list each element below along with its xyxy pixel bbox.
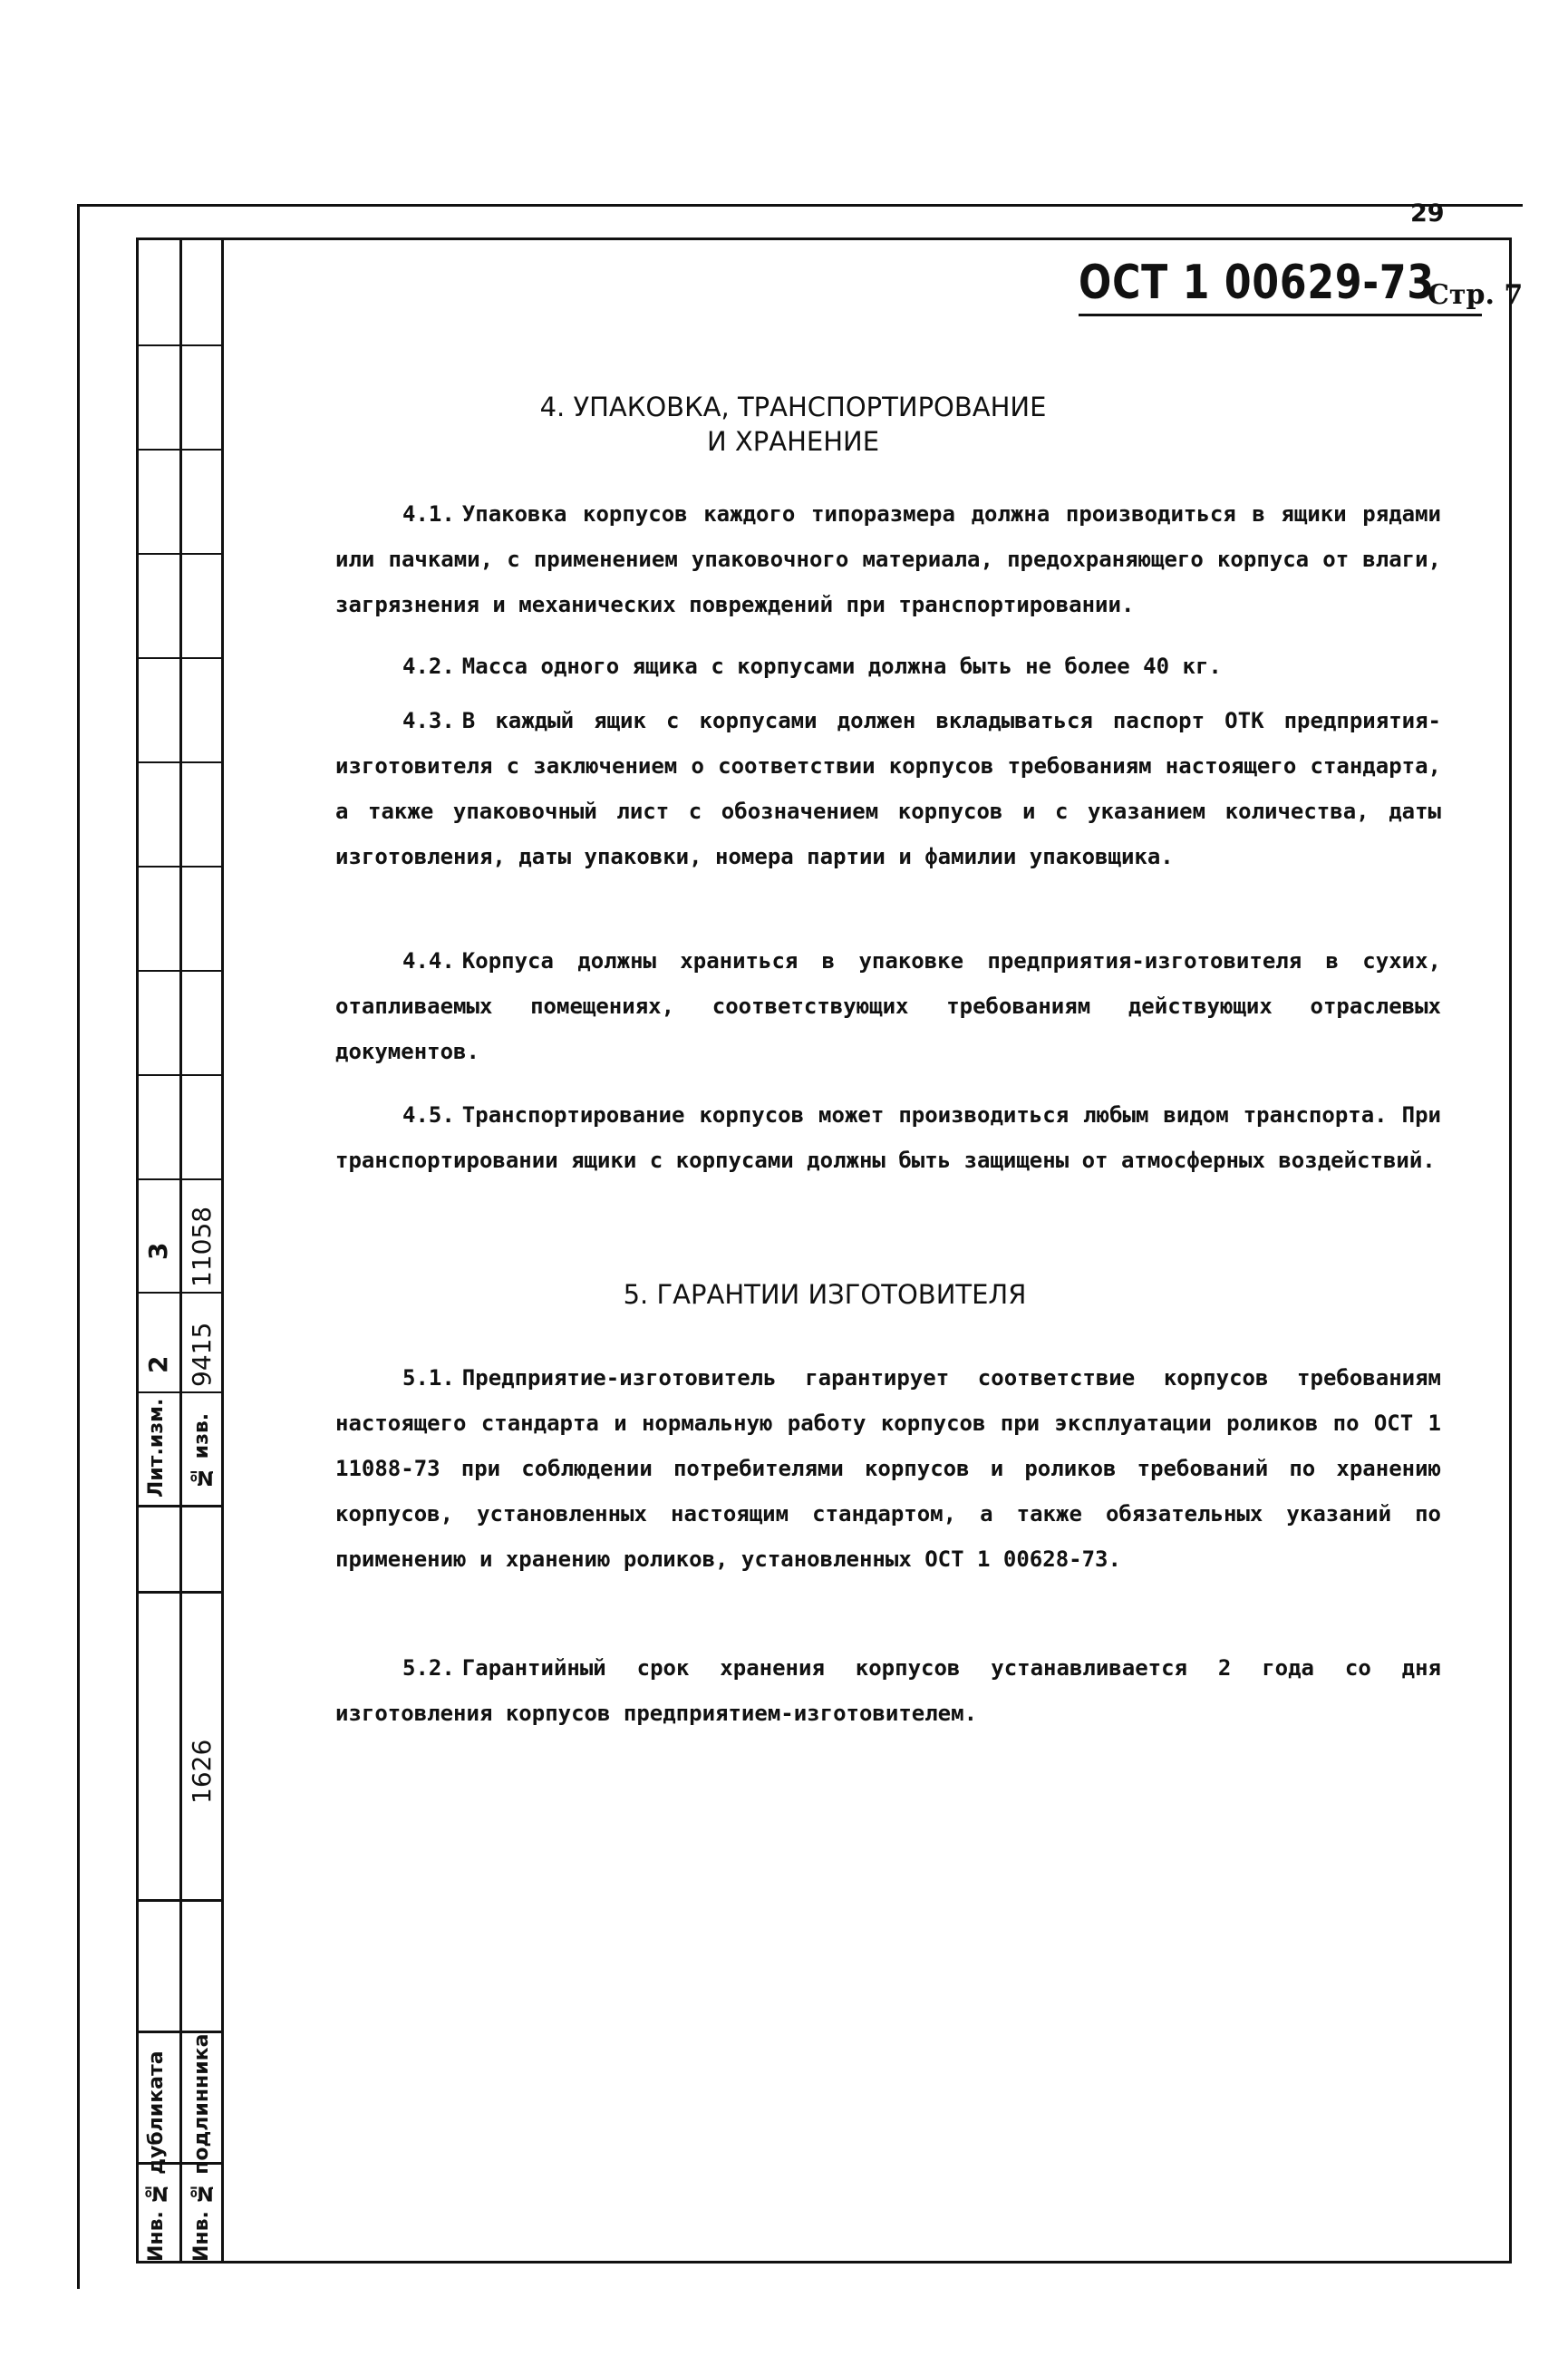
- paragraph-text: Гарантийный срок хранения корпусов устанавливается 2 года со дня изготовления корпусов предприятием-изготовителем.: [335, 1655, 1441, 1726]
- paragraph-number: 4.1.: [402, 501, 455, 527]
- page-number: 29: [1410, 199, 1445, 228]
- stamp-row-line: [136, 1292, 223, 1294]
- frame-outer-left-line: [77, 204, 80, 2289]
- paragraph-text: Транспортирование корпусов может производиться любым видом транспорта. При транспортировании ящики с корпусами должны быть защищены от атмосферных воздействий.: [335, 1102, 1441, 1173]
- paragraph-4-5: [335, 1092, 1441, 1183]
- stamp-izv-value-11058: 11058: [187, 1206, 217, 1287]
- stamp-row-line: [136, 1505, 223, 1507]
- stamp-inv-dubl-label: Инв. № дубликата: [145, 2050, 168, 2262]
- frame-inner-top-line: [136, 238, 1512, 240]
- paragraph-text: Упаковка корпусов каждого типоразмера должна производиться в ящики рядами или пачками, с применением упаковочного материала, предохраняющего корпуса от влаги, загрязнения и механических повреждений при транспортировании.: [335, 501, 1441, 617]
- stamp-row-line: [136, 761, 223, 763]
- section-5-heading: 5. ГАРАНТИИ ИЗГОТОВИТЕЛЯ: [623, 1279, 1027, 1310]
- stamp-row-line: [136, 1178, 223, 1180]
- paragraph-number: 4.5.: [402, 1102, 455, 1128]
- stamp-row-line: [136, 449, 223, 451]
- stamp-row-line: [136, 344, 223, 346]
- paragraph-number: 5.2.: [402, 1655, 455, 1681]
- stamp-row-line: [136, 1591, 223, 1594]
- frame-bottom-line: [136, 2261, 1512, 2264]
- stamp-izv-value-9415: 9415: [187, 1322, 217, 1387]
- stamp-row-line: [136, 1074, 223, 1076]
- stamp-lit-value-3: 3: [143, 1242, 173, 1260]
- stamp-inv-podl-label: Инв. № подлинника: [190, 2033, 213, 2262]
- paragraph-5-1: [335, 1355, 1441, 1582]
- stamp-row-line: [136, 866, 223, 868]
- stamp-inv-number: 1626: [187, 1739, 217, 1804]
- stamp-no-izv-label: № изв.: [190, 1412, 213, 1488]
- paragraph-text: Корпуса должны храниться в упаковке предприятия-изготовителя в сухих, отапливаемых помещениях, соответствующих требованиям действующих отраслевых документов.: [335, 948, 1441, 1064]
- header-underline: [1079, 314, 1482, 316]
- paragraph-text: В каждый ящик с корпусами должен вкладываться паспорт ОТК предприятия-изготовителя с заключением о соответствии корпусов требованиям настоящего стандарта, а также упаковочный лист с обозначением корпусов и с указанием количества, даты изготовления, даты упаковки, номера партии и фамилии упаковщика.: [335, 708, 1441, 869]
- stamp-col-line-2: [179, 238, 182, 2261]
- stamp-row-line: [136, 970, 223, 972]
- stamp-row-line: [136, 1899, 223, 1902]
- stamp-row-line: [136, 1391, 223, 1393]
- paragraph-4-3: [335, 698, 1441, 879]
- paragraph-4-4: [335, 938, 1441, 1074]
- paragraph-number: 4.4.: [402, 948, 455, 974]
- stamp-row-line: [136, 657, 223, 659]
- stamp-col-line-1: [136, 238, 139, 2261]
- paragraph-number: 5.1.: [402, 1365, 455, 1391]
- paragraph-text: Масса одного ящика с корпусами должна быть не более 40 кг.: [461, 654, 1222, 679]
- section-4-heading: [503, 390, 1083, 459]
- frame-right-line: [1509, 238, 1512, 2263]
- stamp-row-line: [136, 553, 223, 555]
- paragraph-text: Предприятие-изготовитель гарантирует соответствие корпусов требованиям настоящего стандарта и нормальную работу корпусов при эксплуатации роликов по ОСТ 1 11088-73 при соблюдении потребителями корпусов и роликов требований по хранению корпусов, установленных настоящим стандартом, а также обязательных указаний по применению и хранению роликов, установленных ОСТ 1 00628-73.: [335, 1365, 1441, 1572]
- stamp-row-line: [136, 2031, 223, 2033]
- section-4-title-line-2: И ХРАНЕНИЕ: [706, 426, 880, 457]
- stamp-lit-value-2: 2: [143, 1355, 173, 1373]
- page-label: Стр. 7: [1428, 279, 1524, 311]
- stamp-col-line-3: [221, 238, 224, 2261]
- paragraph-number: 4.2.: [402, 654, 455, 679]
- paragraph-number: 4.3.: [402, 708, 455, 733]
- frame-top-line: [77, 204, 1523, 207]
- document-code: ОСТ 1 00629-73: [1079, 256, 1435, 310]
- paragraph-4-1: [335, 491, 1441, 627]
- section-4-title-line-1: 4. УПАКОВКА, ТРАНСПОРТИРОВАНИЕ: [539, 392, 1047, 422]
- paragraph-5-2: [335, 1645, 1441, 1736]
- paragraph-4-2: [335, 644, 1441, 689]
- stamp-lit-izm-label: Лит.изм.: [145, 1398, 168, 1498]
